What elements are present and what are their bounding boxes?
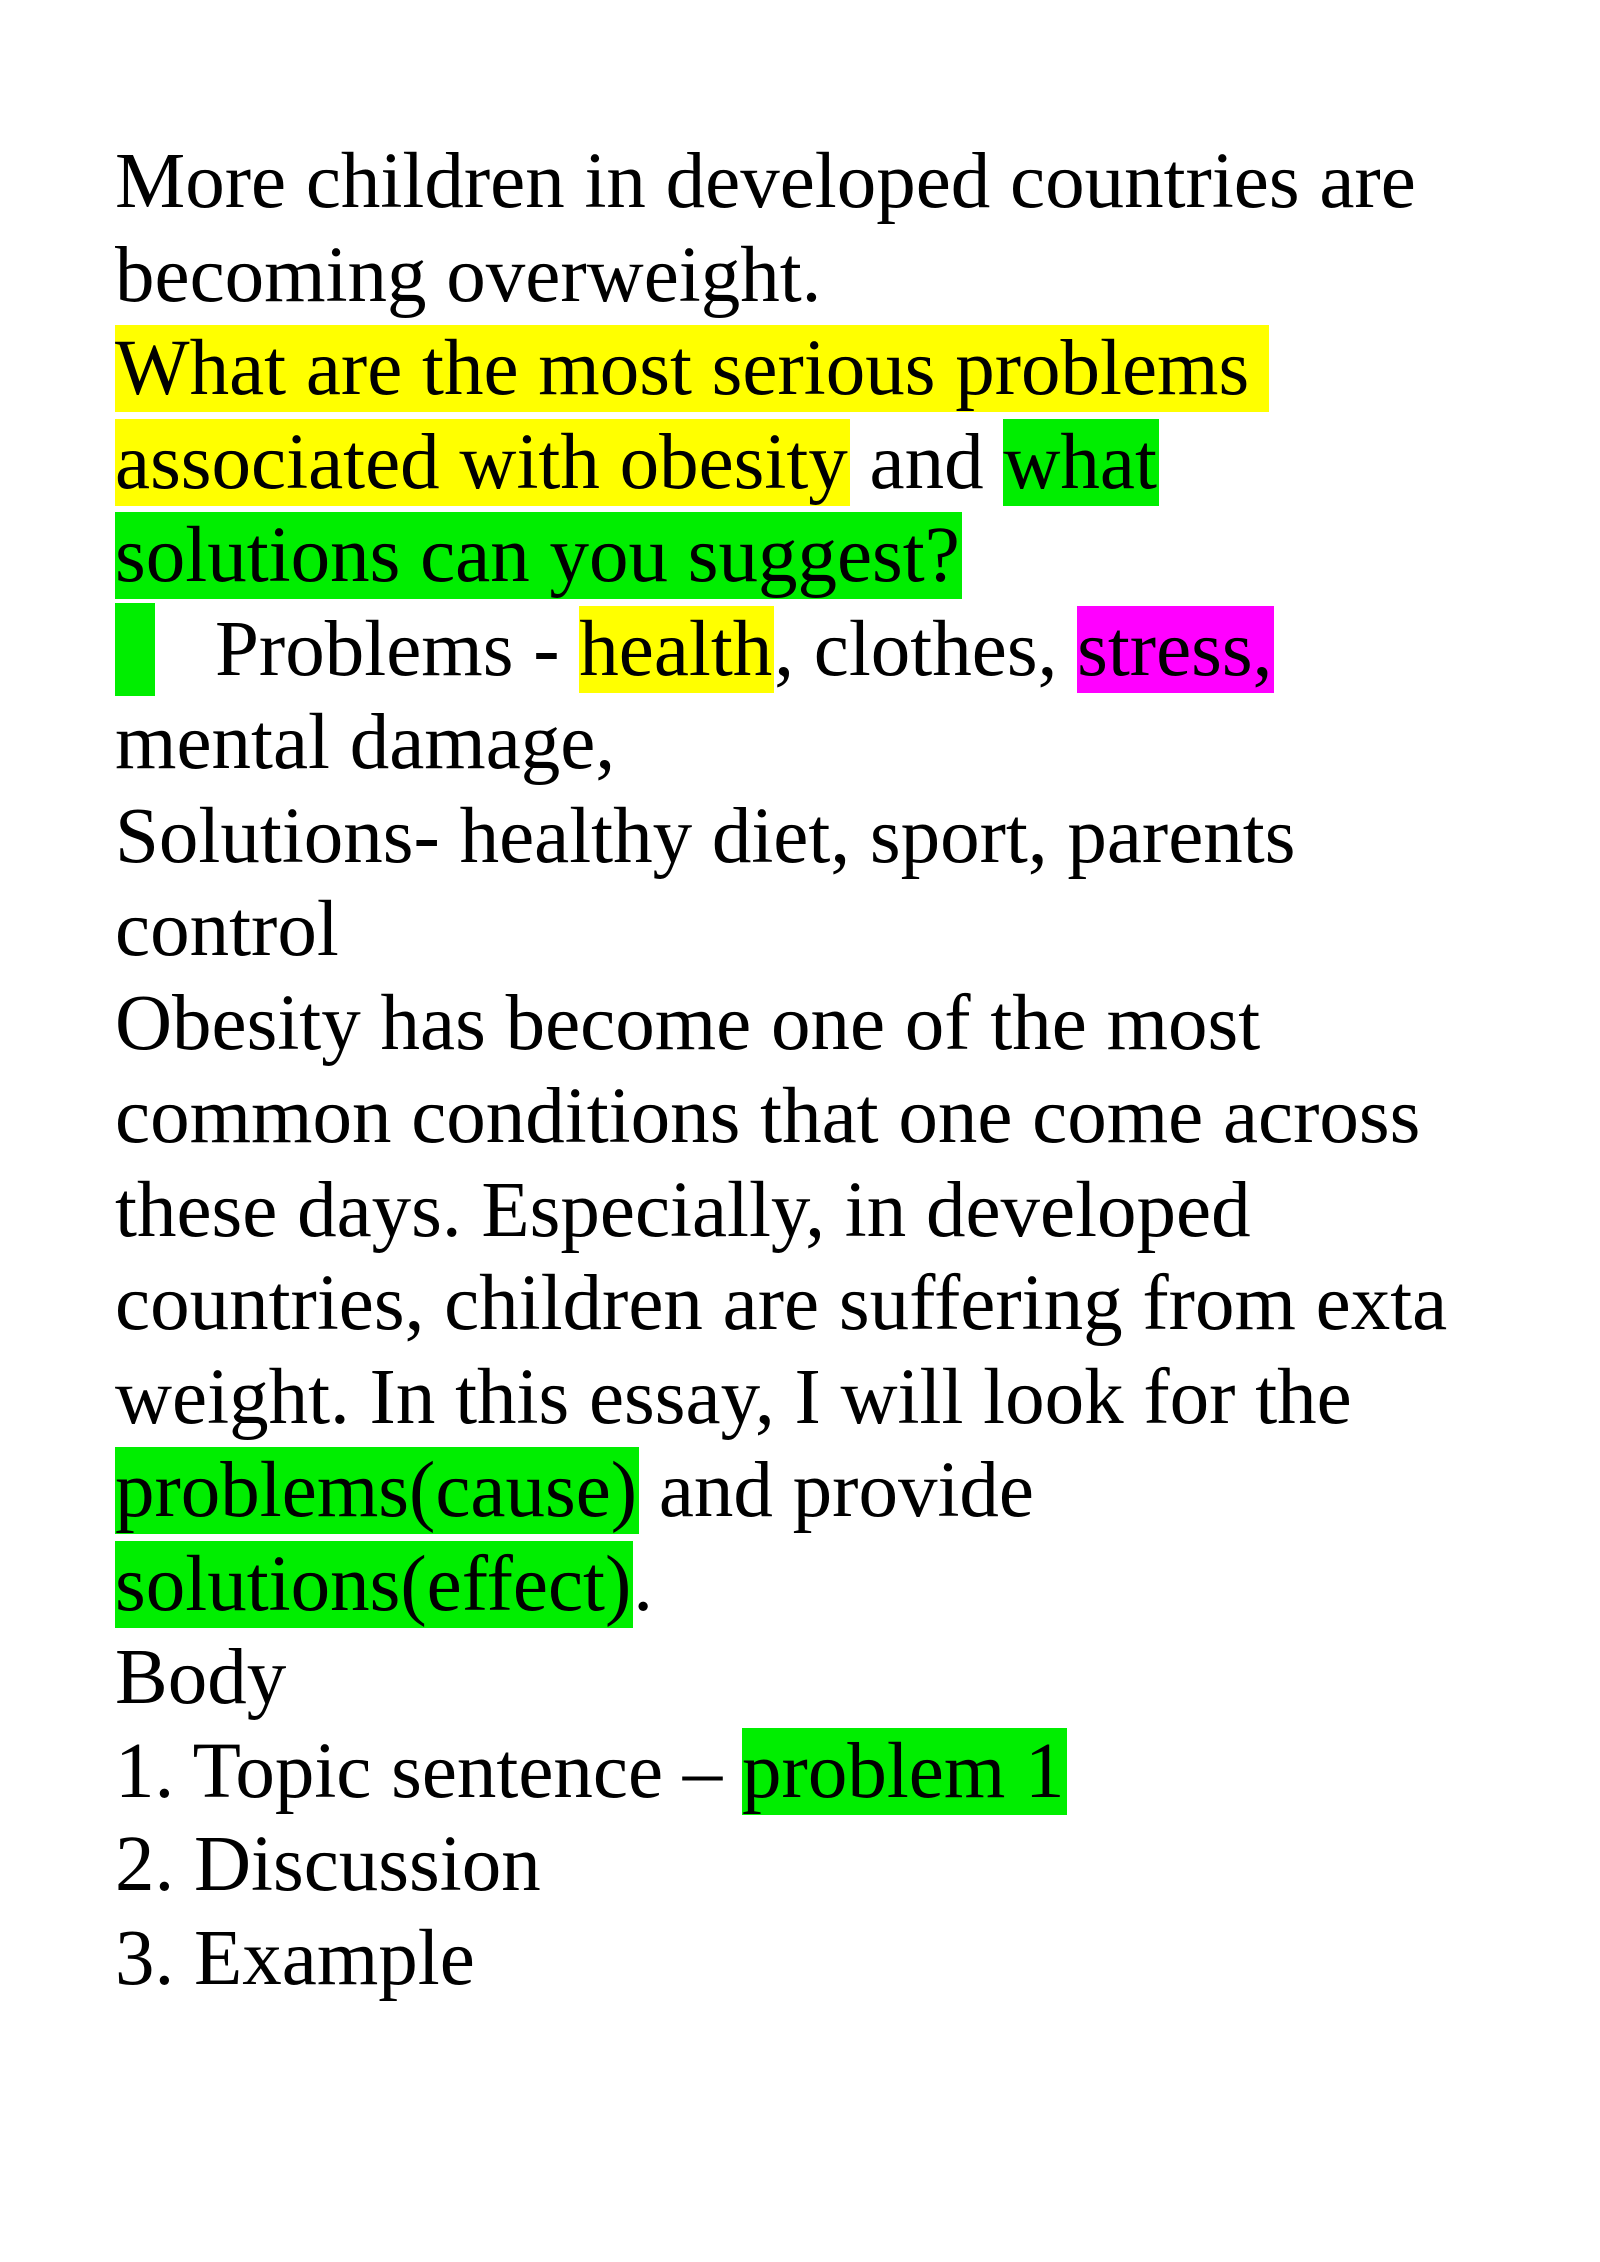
problems-continued: mental damage, — [115, 699, 616, 786]
problems-line — [115, 603, 1555, 697]
solutions-line-1: Solutions- healthy diet, sport, parents — [115, 792, 1296, 880]
paragraph-line-1: Obesity has become one of the most — [115, 979, 1261, 1067]
outline-item-1-text: 1. Topic sentence – — [115, 1727, 743, 1815]
problems-label: Problems - — [215, 605, 580, 693]
problems-sep: , clothes, — [774, 605, 1078, 693]
highlight-yellow-health: health — [579, 605, 773, 693]
paragraph-line-4: countries, children are suffering from exta — [115, 1260, 1448, 1347]
paragraph-line-7 — [115, 1538, 1555, 1632]
paragraph-end: . — [633, 1540, 654, 1628]
outline-item-2: 2. Discussion — [115, 1821, 541, 1908]
outline-item-3: 3. Example — [115, 1914, 475, 2002]
paragraph-line-6 — [115, 1444, 1555, 1538]
highlight-green-problems-cause: problems(cause) — [115, 1447, 638, 1534]
question-line-2 — [115, 416, 1555, 510]
question-line-3 — [115, 509, 1555, 603]
highlight-green-solutions: solutions can you suggest? — [115, 512, 960, 599]
highlight-yellow-associated: associated with obesity — [115, 418, 848, 506]
highlight-green-what: what — [1003, 418, 1157, 506]
body-heading: Body — [115, 1634, 287, 1721]
intro-line-2: becoming overweight. — [115, 231, 822, 319]
highlight-yellow-question: What are the most serious problems — [115, 325, 1269, 412]
intro-line-1: More children in developed countries are — [115, 138, 1416, 225]
paragraph-mid: and provide — [639, 1447, 1034, 1534]
paragraph-line-2: common conditions that one come across — [115, 1073, 1421, 1160]
paragraph-line-5: weight. In this essay, I will look for the — [115, 1353, 1352, 1441]
question-line-1 — [115, 322, 1555, 416]
highlight-green-problem-1: problem 1 — [742, 1727, 1065, 1815]
document-page — [115, 135, 1555, 2005]
paragraph-line-3: these days. Especially, in developed — [115, 1166, 1251, 1254]
outline-item-1 — [115, 1725, 1555, 1819]
highlight-green-solutions-effect: solutions(effect) — [115, 1540, 632, 1628]
solutions-line-2: control — [115, 886, 339, 973]
question-and: and — [849, 418, 1004, 506]
green-marker-block — [115, 603, 155, 697]
highlight-magenta-stress: stress, — [1077, 605, 1273, 693]
